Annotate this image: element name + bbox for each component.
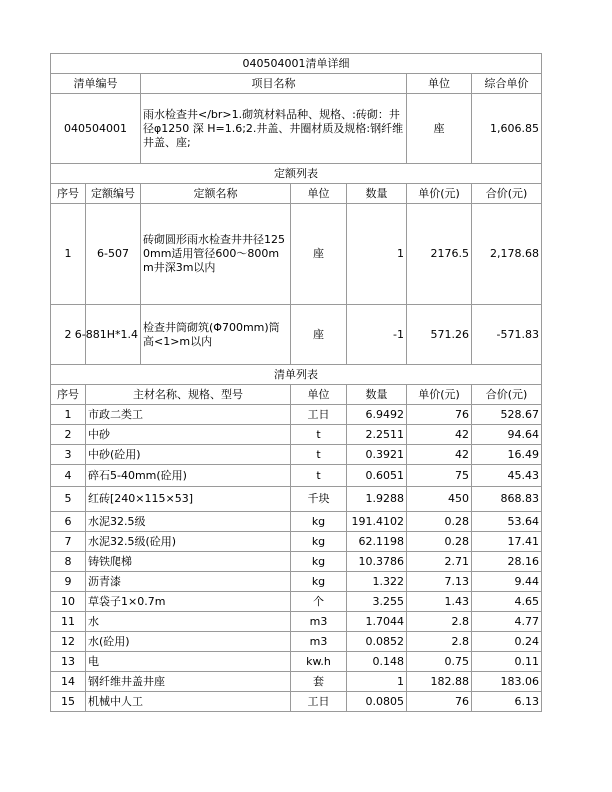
material-row-price: 42 — [407, 425, 472, 445]
material-row-total: 16.49 — [472, 445, 542, 465]
material-row-name: 水泥32.5级 — [86, 512, 291, 532]
material-row-qty: 1.7044 — [347, 612, 407, 632]
material-row-no: 8 — [51, 552, 86, 572]
material-row-qty: 10.3786 — [347, 552, 407, 572]
material-section-title: 清单列表 — [51, 365, 542, 385]
material-row-name: 市政二类工 — [86, 405, 291, 425]
material-row-price: 42 — [407, 445, 472, 465]
material-row-no: 14 — [51, 672, 86, 692]
bill-name-header: 项目名称 — [141, 74, 407, 94]
material-row-qty: 6.9492 — [347, 405, 407, 425]
material-row-name: 水(砼用) — [86, 632, 291, 652]
material-row — [51, 652, 542, 672]
material-row-price: 75 — [407, 465, 472, 487]
material-row-name: 机械中人工 — [86, 692, 291, 712]
material-row-unit: kg — [291, 512, 347, 532]
material-row — [51, 592, 542, 612]
material-row-total: 4.77 — [472, 612, 542, 632]
material-row-name: 钢纤维井盖井座 — [86, 672, 291, 692]
material-row-total: 45.43 — [472, 465, 542, 487]
quota-header-price: 单价(元) — [407, 184, 472, 204]
material-header-unit: 单位 — [291, 385, 347, 405]
material-row-name: 水 — [86, 612, 291, 632]
material-row-name: 铸铁爬梯 — [86, 552, 291, 572]
material-row-unit: t — [291, 445, 347, 465]
table-title: 040504001清单详细 — [51, 54, 542, 74]
material-row-unit: 套 — [291, 672, 347, 692]
material-row-unit: m3 — [291, 632, 347, 652]
material-row-total: 53.64 — [472, 512, 542, 532]
material-row-qty: 0.148 — [347, 652, 407, 672]
material-row-unit: t — [291, 425, 347, 445]
quota-section-title: 定额列表 — [51, 164, 542, 184]
material-row — [51, 532, 542, 552]
material-row-no: 13 — [51, 652, 86, 672]
material-row-no: 12 — [51, 632, 86, 652]
material-row-price: 182.88 — [407, 672, 472, 692]
quota-row-total: -571.83 — [472, 305, 542, 365]
material-row-price: 2.71 — [407, 552, 472, 572]
material-row-total: 183.06 — [472, 672, 542, 692]
material-row-unit: kg — [291, 532, 347, 552]
material-row-total: 17.41 — [472, 532, 542, 552]
material-row-total: 94.64 — [472, 425, 542, 445]
material-row-no: 10 — [51, 592, 86, 612]
material-row-price: 450 — [407, 487, 472, 512]
material-row-name: 草袋子1×0.7m — [86, 592, 291, 612]
material-row-unit: kg — [291, 572, 347, 592]
material-row-unit: 个 — [291, 592, 347, 612]
material-row-unit: kw.h — [291, 652, 347, 672]
material-row-total: 6.13 — [472, 692, 542, 712]
material-row-no: 11 — [51, 612, 86, 632]
quota-row-qty: 1 — [347, 204, 407, 305]
material-row-price: 7.13 — [407, 572, 472, 592]
quota-row-code: 6-881H*1.4 — [86, 305, 141, 365]
material-row — [51, 425, 542, 445]
material-row-qty: 2.2511 — [347, 425, 407, 445]
material-row-price: 0.28 — [407, 512, 472, 532]
bill-price-header: 综合单价 — [472, 74, 542, 94]
material-row-name: 红砖[240×115×53] — [86, 487, 291, 512]
quota-row-price: 571.26 — [407, 305, 472, 365]
quota-header-unit: 单位 — [291, 184, 347, 204]
quota-row-unit: 座 — [291, 305, 347, 365]
material-row-name: 中砂 — [86, 425, 291, 445]
material-row — [51, 632, 542, 652]
material-row — [51, 672, 542, 692]
material-row-qty: 3.255 — [347, 592, 407, 612]
material-row-price: 0.28 — [407, 532, 472, 552]
material-row-name: 中砂(砼用) — [86, 445, 291, 465]
material-row-total: 4.65 — [472, 592, 542, 612]
material-row — [51, 465, 542, 487]
quota-header-qty: 数量 — [347, 184, 407, 204]
material-header-price: 单价(元) — [407, 385, 472, 405]
material-row-no: 6 — [51, 512, 86, 532]
quota-row-qty: -1 — [347, 305, 407, 365]
quota-row-name: 检查井筒砌筑(Φ700mm)筒高<1>m以内 — [141, 305, 291, 365]
material-header-qty: 数量 — [347, 385, 407, 405]
material-row-unit: t — [291, 465, 347, 487]
material-row-price: 2.8 — [407, 632, 472, 652]
material-row-no: 5 — [51, 487, 86, 512]
quota-row-unit: 座 — [291, 204, 347, 305]
material-row-total: 28.16 — [472, 552, 542, 572]
bill-price: 1,606.85 — [472, 94, 542, 164]
material-row — [51, 552, 542, 572]
material-row-price: 76 — [407, 692, 472, 712]
material-row — [51, 612, 542, 632]
material-row-name: 电 — [86, 652, 291, 672]
material-row — [51, 405, 542, 425]
material-header-name: 主材名称、规格、型号 — [86, 385, 291, 405]
bill-code: 040504001 — [51, 94, 141, 164]
bill-code-header: 清单编号 — [51, 74, 141, 94]
bill-unit: 座 — [407, 94, 472, 164]
quota-row-code: 6-507 — [86, 204, 141, 305]
material-row-name: 碎石5-40mm(砼用) — [86, 465, 291, 487]
material-row-unit: 工日 — [291, 405, 347, 425]
material-row-qty: 0.0805 — [347, 692, 407, 712]
material-row-name: 沥青漆 — [86, 572, 291, 592]
material-row-name: 水泥32.5级(砼用) — [86, 532, 291, 552]
quota-header-total: 合价(元) — [472, 184, 542, 204]
material-row-no: 7 — [51, 532, 86, 552]
material-row-no: 2 — [51, 425, 86, 445]
material-row — [51, 692, 542, 712]
bill-unit-header: 单位 — [407, 74, 472, 94]
material-row-qty: 0.0852 — [347, 632, 407, 652]
quota-row-total: 2,178.68 — [472, 204, 542, 305]
material-row-qty: 62.1198 — [347, 532, 407, 552]
bill-name: 雨水检查井</br>1.砌筑材料品种、规格、:砖砌：井径φ1250 深 H=1.6;2.井盖、井圈材质及规格:钢纤维井盖、座; — [141, 94, 407, 164]
material-row-qty: 0.6051 — [347, 465, 407, 487]
quota-header-no: 序号 — [51, 184, 86, 204]
material-row-qty: 191.4102 — [347, 512, 407, 532]
material-row-unit: 千块 — [291, 487, 347, 512]
material-row-total: 868.83 — [472, 487, 542, 512]
material-row-no: 3 — [51, 445, 86, 465]
material-row-qty: 1.9288 — [347, 487, 407, 512]
material-row-no: 9 — [51, 572, 86, 592]
material-row-price: 0.75 — [407, 652, 472, 672]
material-header-no: 序号 — [51, 385, 86, 405]
material-row-price: 1.43 — [407, 592, 472, 612]
material-row-unit: 工日 — [291, 692, 347, 712]
material-row-price: 76 — [407, 405, 472, 425]
material-row — [51, 512, 542, 532]
material-row-price: 2.8 — [407, 612, 472, 632]
material-row-no: 1 — [51, 405, 86, 425]
material-row-qty: 0.3921 — [347, 445, 407, 465]
material-row-total: 528.67 — [472, 405, 542, 425]
quota-header-code: 定额编号 — [86, 184, 141, 204]
material-row — [51, 572, 542, 592]
quota-row-price: 2176.5 — [407, 204, 472, 305]
material-row-total: 0.24 — [472, 632, 542, 652]
material-row — [51, 487, 542, 512]
material-row-no: 4 — [51, 465, 86, 487]
material-row-qty: 1 — [347, 672, 407, 692]
bill-detail-table — [50, 53, 542, 712]
material-row-total: 0.11 — [472, 652, 542, 672]
material-header-total: 合价(元) — [472, 385, 542, 405]
material-row-total: 9.44 — [472, 572, 542, 592]
quota-row-name: 砖砌圆形雨水检查井井径1250mm适用管径600～800mm井深3m以内 — [141, 204, 291, 305]
quota-row-no: 2 — [51, 305, 86, 365]
material-row-unit: kg — [291, 552, 347, 572]
material-row-unit: m3 — [291, 612, 347, 632]
material-row-qty: 1.322 — [347, 572, 407, 592]
quota-row-no: 1 — [51, 204, 86, 305]
material-row — [51, 445, 542, 465]
material-row-no: 15 — [51, 692, 86, 712]
quota-header-name: 定额名称 — [141, 184, 291, 204]
